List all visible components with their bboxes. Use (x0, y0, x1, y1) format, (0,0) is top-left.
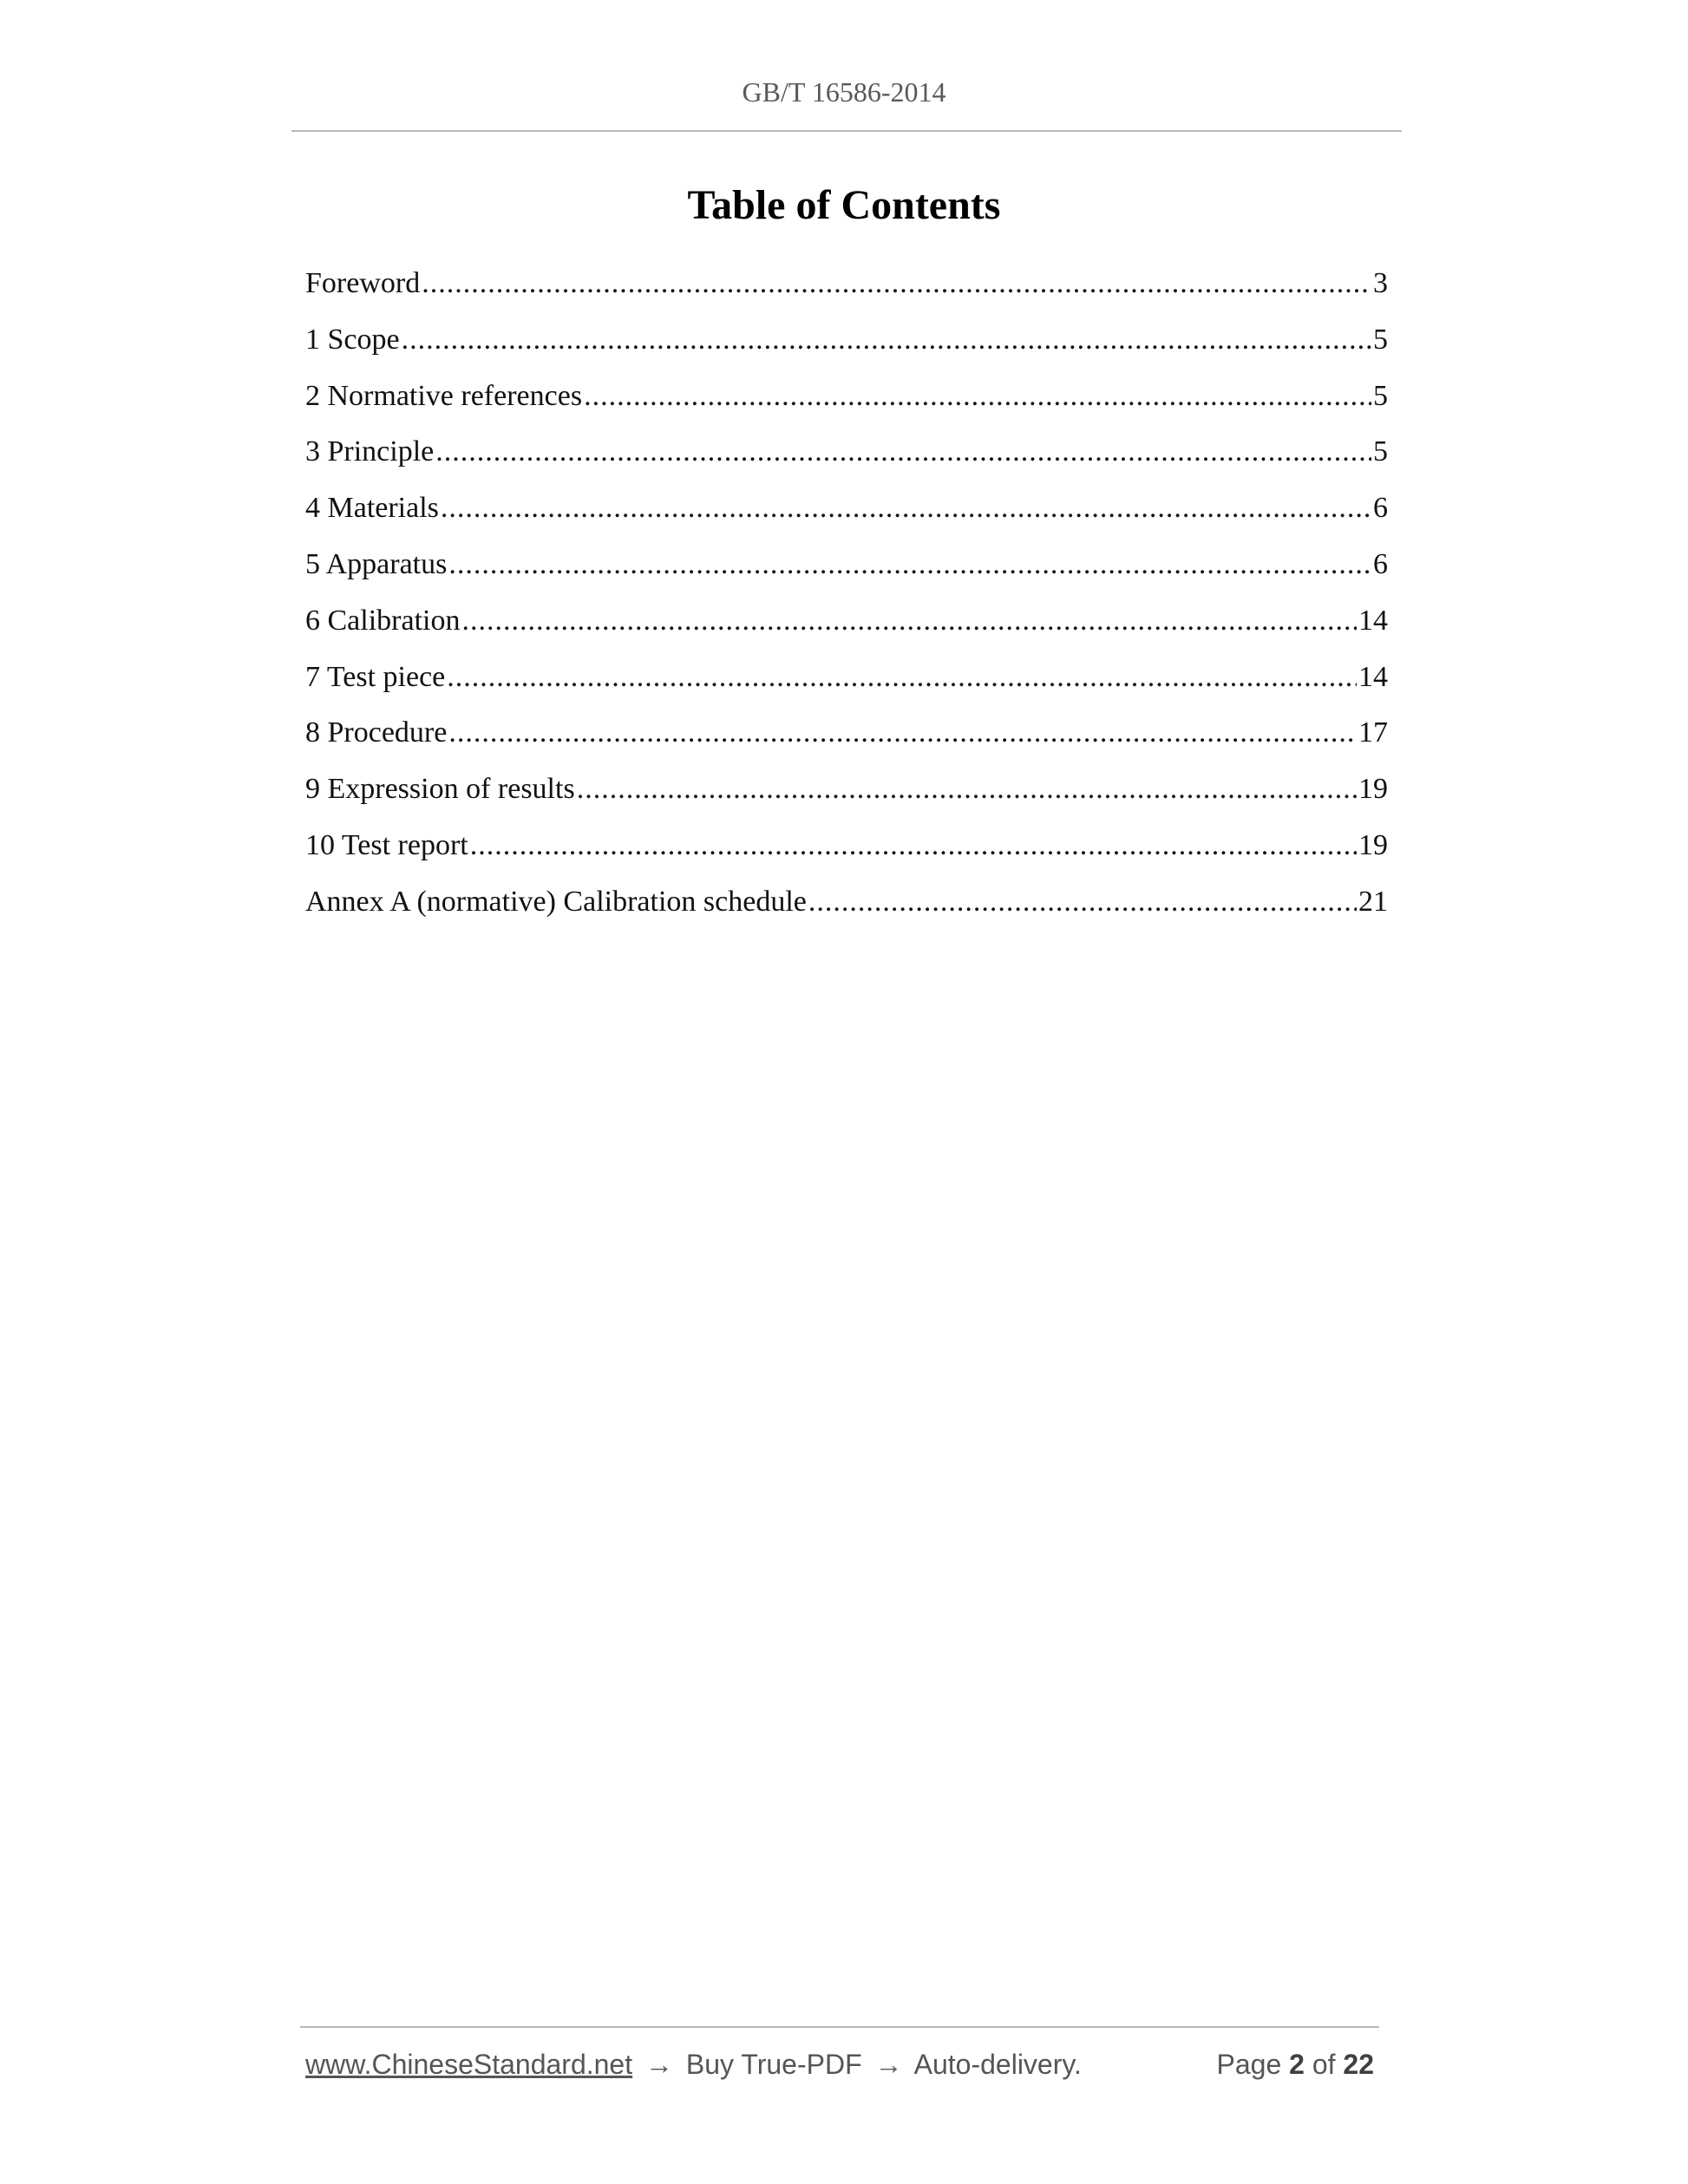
toc-entry-page: 5 (1373, 323, 1388, 356)
footer-divider (300, 2026, 1379, 2028)
toc-leader-dots (577, 764, 1357, 814)
toc-entry-label: 7 Test piece (305, 660, 446, 693)
page-number-indicator (1217, 2045, 1374, 2083)
toc-entry-page: 21 (1358, 885, 1388, 918)
website-link[interactable]: www.ChineseStandard.net (305, 2049, 633, 2080)
toc-entry-principle[interactable] (305, 427, 1388, 483)
page-word: Page (1216, 2049, 1282, 2080)
toc-leader-dots (808, 877, 1357, 927)
toc-entry-test-piece[interactable] (305, 652, 1388, 709)
toc-entry-label: 8 Procedure (305, 716, 448, 749)
toc-entry-label: 9 Expression of results (305, 773, 575, 806)
toc-entry-page: 19 (1358, 828, 1388, 861)
toc-entry-page: 6 (1373, 547, 1388, 580)
of-word: of (1312, 2049, 1336, 2080)
buy-pdf-text: Buy True-PDF (685, 2049, 862, 2080)
toc-entry-materials[interactable] (305, 483, 1388, 539)
toc-leader-dots (448, 539, 1371, 590)
toc-leader-dots (447, 652, 1357, 703)
toc-entry-procedure[interactable] (305, 708, 1388, 764)
page-title: Table of Contents (687, 182, 1001, 228)
toc-leader-dots (435, 427, 1371, 477)
toc-entry-calibration[interactable] (305, 596, 1388, 652)
toc-entry-label: 3 Principle (305, 435, 435, 468)
toc-leader-dots (584, 371, 1371, 422)
toc-entry-annex-a[interactable] (305, 877, 1388, 933)
toc-entry-label: 5 Apparatus (305, 547, 448, 580)
toc-entry-page: 5 (1373, 379, 1388, 412)
toc-leader-dots (461, 596, 1357, 646)
toc-entry-page: 14 (1358, 660, 1388, 693)
toc-entry-label: Foreword (305, 267, 421, 299)
footer-promo (305, 2045, 1082, 2083)
toc-leader-dots (448, 708, 1357, 758)
toc-entry-page: 19 (1358, 773, 1388, 806)
toc-entry-label: 4 Materials (305, 492, 439, 525)
toc-entry-label: 2 Normative references (305, 379, 583, 412)
toc-entry-page: 6 (1373, 492, 1388, 525)
toc-entry-foreword[interactable] (305, 258, 1388, 315)
toc-leader-dots (470, 821, 1357, 871)
header-divider (291, 130, 1402, 132)
toc-list (305, 258, 1388, 933)
toc-entry-test-report[interactable] (305, 821, 1388, 877)
toc-entry-page: 5 (1373, 435, 1388, 468)
toc-entry-label: 6 Calibration (305, 604, 461, 637)
toc-entry-label: 10 Test report (305, 828, 468, 861)
toc-entry-normative-references[interactable] (305, 371, 1388, 428)
toc-entry-page: 14 (1358, 604, 1388, 637)
arrow-right-icon: → (874, 2049, 903, 2080)
toc-leader-dots (402, 315, 1371, 365)
document-code-header: GB/T 16586-2014 (742, 76, 946, 108)
total-page-count: 22 (1343, 2049, 1374, 2080)
toc-entry-scope[interactable] (305, 315, 1388, 371)
page-footer (305, 2045, 1379, 2083)
toc-leader-dots (441, 483, 1371, 533)
toc-entry-label: 1 Scope (305, 323, 400, 356)
toc-entry-expression-of-results[interactable] (305, 764, 1388, 821)
toc-leader-dots (422, 258, 1371, 309)
toc-entry-page: 17 (1358, 716, 1388, 749)
toc-entry-label: Annex A (normative) Calibration schedule (305, 885, 807, 918)
current-page-number: 2 (1289, 2049, 1305, 2080)
toc-entry-apparatus[interactable] (305, 539, 1388, 596)
arrow-right-icon: → (645, 2049, 673, 2080)
auto-delivery-text: Auto-delivery. (913, 2049, 1082, 2080)
toc-entry-page: 3 (1373, 267, 1388, 299)
